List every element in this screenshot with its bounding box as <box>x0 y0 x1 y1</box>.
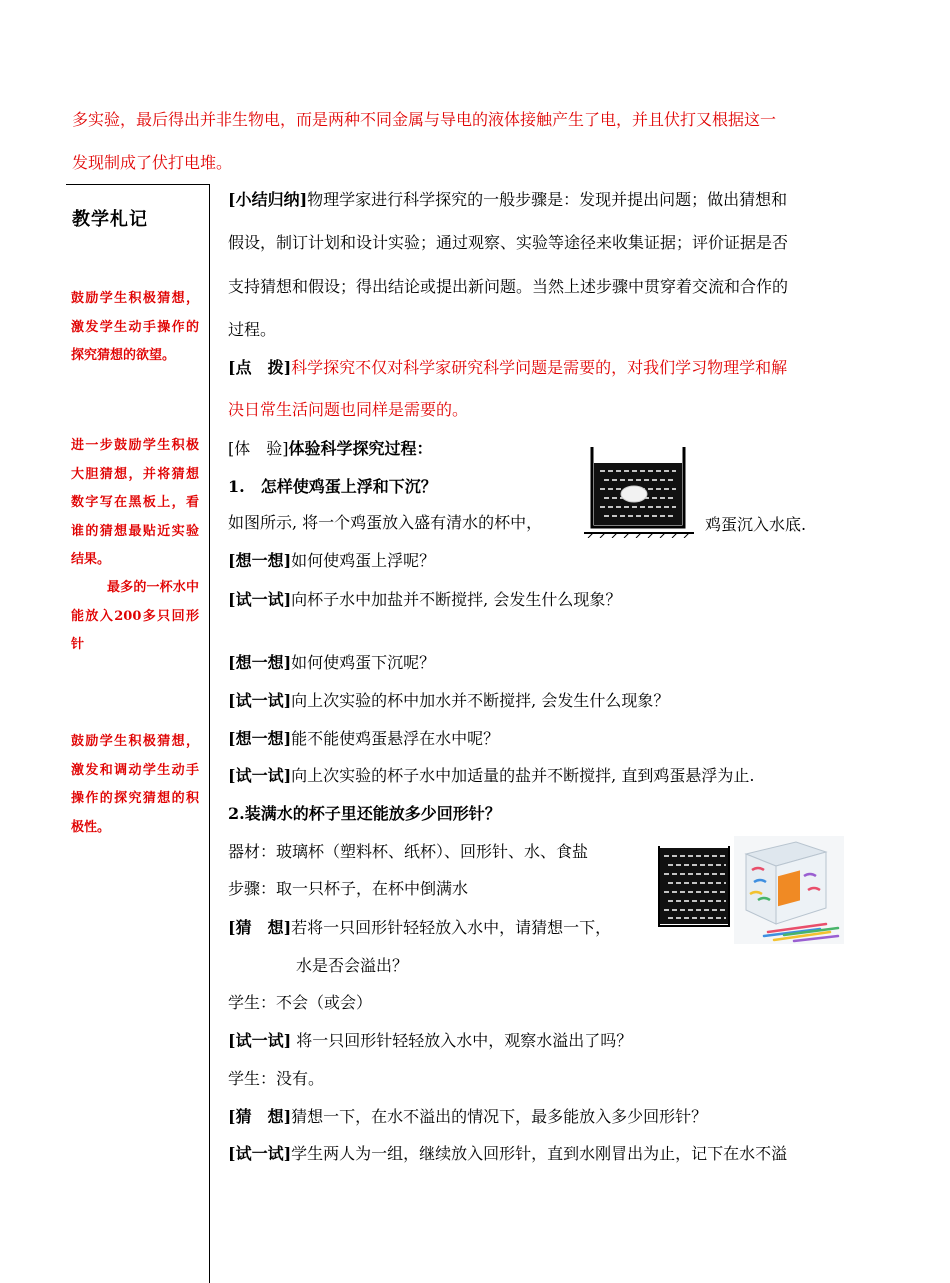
intro-line-2: 发现制成了伏打电堆。 <box>72 153 233 172</box>
intro-line-1: 多实验，最后得出并非生物电，而是两种不同金属与导电的液体接触产生了电，并且伏打又根据这一 <box>72 110 777 129</box>
steps-line: 步骤：取一只杯子，在杯中倒满水 <box>228 879 469 898</box>
question-2-title: 2.装满水的杯子里还能放多少回形针？ <box>228 804 501 823</box>
paperclip-box-photo <box>734 836 844 944</box>
equipment-line: 器材：玻璃杯（塑料杯、纸杯）、回形针、水、食盐 <box>228 842 589 861</box>
summary-line-1: [小结归纳]物理学家进行科学探究的一般步骤是：发现并提出问题；做出猜想和 <box>228 190 788 209</box>
tip-line-1: [点 拨]科学探究不仅对科学家研究科学问题是需要的，对我们学习物理学和解 <box>228 358 788 377</box>
summary-line-2: 假设，制订计划和设计实验；通过观察、实验等途径来收集证据；评价证据是否 <box>228 233 789 252</box>
summary-line-3: 支持猜想和假设；得出结论或提出新问题。当然上述步骤中贯穿着交流和合作的 <box>228 277 789 296</box>
sidebar-note-4: 鼓励学生积极猜想，激发和调动学生动手操作的探究猜想的积极性。 <box>71 734 199 835</box>
student-answer-2: 学生：没有。 <box>228 1069 325 1088</box>
full-beaker-water <box>660 848 728 924</box>
column-divider <box>209 184 210 1283</box>
try-2: [试一试]向上次实验的杯中加水并不断搅拌, 会发生什么现象？ <box>228 691 670 710</box>
summary-line-4: 过程。 <box>228 320 277 339</box>
sidebar-note-1: 鼓励学生积极猜想，激发学生动手操作的探究猜想的欲望。 <box>71 291 199 363</box>
student-answer-1: 学生：不会（或会） <box>228 993 373 1012</box>
question-1-text-end: 鸡蛋沉入水底. <box>705 515 807 534</box>
question-1-title: 1. 怎样使鸡蛋上浮和下沉？ <box>228 477 437 496</box>
think-1: [想一想]如何使鸡蛋上浮呢？ <box>228 551 436 570</box>
guess-1: [猜 想]若将一只回形针轻轻放入水中，请猜想一下， <box>228 918 612 937</box>
box-label <box>778 870 800 906</box>
try-1: [试一试]向杯子水中加盐并不断搅拌, 会发生什么现象？ <box>228 590 622 609</box>
table-top-rule <box>66 184 210 185</box>
question-1-text: 如图所示, 将一个鸡蛋放入盛有清水的杯中， <box>228 513 543 532</box>
sidebar-note-3: 最多的一杯水中能放入200多只回形针 <box>71 580 199 652</box>
tip-line-2: 决日常生活问题也同样是需要的。 <box>228 400 469 419</box>
try-5: [试一试]学生两人为一组，继续放入回形针，直到水刚冒出为止，记下在水不溢 <box>228 1144 788 1163</box>
sidebar-title: 教学札记 <box>72 209 148 230</box>
sidebar-note-2: 进一步鼓励学生积极大胆猜想，并将猜想数字写在黑板上，看谁的猜想最贴近实验结果。 <box>71 438 199 567</box>
think-3: [想一想]能不能使鸡蛋悬浮在水中呢？ <box>228 729 500 748</box>
guess-1-continued: 水是否会溢出？ <box>296 956 409 975</box>
beaker-egg-figure <box>582 443 697 538</box>
guess-2: [猜 想]猜想一下，在水不溢出的情况下，最多能放入多少回形针？ <box>228 1107 708 1126</box>
try-4: [试一试] 将一只回形针轻轻放入水中，观察水溢出了吗？ <box>228 1031 633 1050</box>
think-2: [想一想]如何使鸡蛋下沉呢？ <box>228 653 436 672</box>
egg <box>621 486 647 502</box>
experience-heading: [体 验]体验科学探究过程： <box>228 439 433 458</box>
full-beaker-figure <box>656 842 732 928</box>
try-3: [试一试]向上次实验的杯子水中加适量的盐并不断搅拌, 直到鸡蛋悬浮为止. <box>228 766 755 785</box>
